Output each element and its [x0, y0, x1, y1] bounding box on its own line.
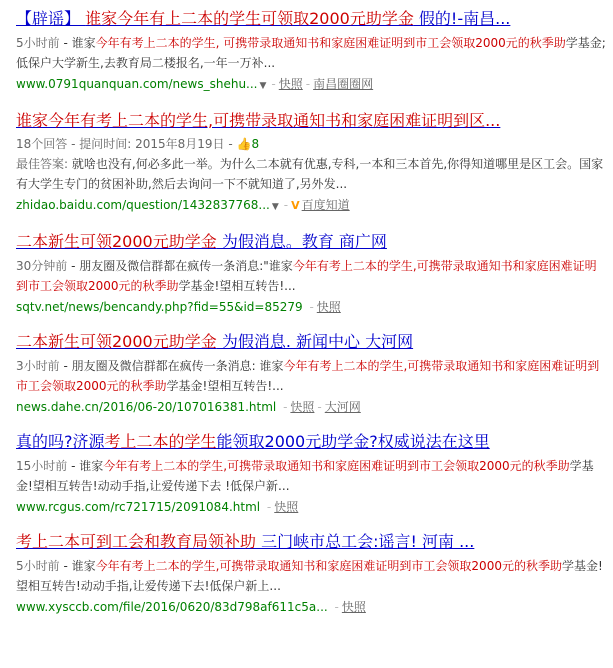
search-result	[16, 331, 606, 416]
result-meta	[16, 298, 606, 316]
result-time: 15小时前	[16, 459, 68, 473]
result-url: www.xysccb.com/file/2016/0620/83d798af611c5a...	[16, 600, 328, 614]
answer-count: 18个回答	[16, 137, 68, 151]
result-url: news.dahe.cn/2016/06-20/107016381.html	[16, 400, 277, 414]
best-answer-text: 就啥也没有,何必多此一举。为什么二本就有优惠,专科,一本和三本首先,你得知道哪里是区工会。国家有大学生专门的贫困补助,然后去询问一下不就知道了,另外发...	[16, 157, 604, 191]
best-answer-label: 最佳答案:	[16, 157, 69, 171]
abstract-highlight: 今年有考上二本的学生,可携带录取通知书和家庭困难证明到市工会领取2000元的秋季助	[16, 259, 597, 293]
result-abstract	[16, 33, 606, 73]
abstract-prefix: - 谁家	[59, 36, 96, 50]
dropdown-arrow-icon[interactable]: ▼	[259, 81, 267, 91]
title-highlight: 谁家今年有考上二本的学生,可携带录取通知书和家庭困难证明到区...	[16, 111, 501, 130]
abstract-highlight: 今年有考上二本的学生,可携带录取通知书和家庭困难证明到市工会领取2000元的秋季助	[103, 459, 570, 473]
separator: -	[317, 400, 322, 414]
result-meta	[16, 598, 606, 616]
separator: -	[279, 400, 288, 414]
result-title-link[interactable]	[16, 8, 606, 30]
result-time: 3小时前	[16, 359, 60, 373]
result-url: sqtv.net/news/bencandy.php?fid=55&id=85279	[16, 300, 303, 314]
title-suffix: 为假消息。教育 商广网	[216, 232, 387, 251]
cache-link[interactable]: 快照	[316, 300, 341, 314]
abstract-prefix: - 朋友圈及微信群都在疯传一条消息: 谁家	[59, 359, 284, 373]
dropdown-arrow-icon[interactable]: ▼	[271, 202, 279, 212]
result-title-link[interactable]	[16, 331, 606, 353]
title-highlight: 考上二本的学生	[104, 432, 217, 451]
baidu-verified-icon: V	[291, 199, 300, 212]
search-result	[16, 110, 606, 216]
abstract-suffix: 学基金!望相互转告!动动手指,让爱传递下去!低保户新上...	[16, 559, 603, 593]
result-abstract	[16, 356, 606, 396]
title-suffix: 假的!-南昌...	[413, 9, 511, 28]
search-result	[16, 431, 606, 516]
cache-link[interactable]: 快照	[341, 600, 366, 614]
separator: -	[263, 500, 272, 514]
abstract-suffix: 学基金;低保户大学新生,去教育局二楼报名,一年一万补...	[16, 36, 606, 70]
source-link[interactable]: 大河网	[324, 400, 361, 414]
abstract-prefix: - 谁家	[59, 559, 96, 573]
title-prefix: 【辟谣】	[16, 9, 86, 28]
abstract-prefix: - 朋友圈及微信群都在疯传一条消息:"谁家	[67, 259, 293, 273]
result-abstract	[16, 456, 606, 496]
cache-link[interactable]: 快照	[290, 400, 315, 414]
cache-link[interactable]: 快照	[278, 77, 303, 91]
result-time: 5小时前	[16, 559, 60, 573]
title-suffix: 能领取2000元助学金?权威说法在这里	[216, 432, 490, 451]
title-highlight: 二本新生可领2000元助学金	[16, 332, 217, 351]
best-answer	[16, 154, 606, 194]
abstract-highlight: 今年有考上二本的学生,可携带录取通知书和家庭困难证明到市工会领取2000元的秋季助	[95, 559, 562, 573]
result-title-link[interactable]	[16, 431, 606, 453]
result-url: www.rcgus.com/rc721715/2091084.html	[16, 500, 261, 514]
abstract-prefix: - 谁家	[67, 459, 104, 473]
search-result	[16, 8, 606, 95]
abstract-suffix: 学基金!望相互转告!动动手指,让爱传递下去 !低保户新...	[16, 459, 594, 493]
separator: -	[283, 198, 289, 212]
title-prefix: 真的吗?济源	[16, 432, 105, 451]
ask-time: 提问时间: 2015年8月19日	[79, 137, 225, 151]
result-meta	[16, 75, 606, 95]
separator: -	[330, 600, 339, 614]
abstract-highlight: 今年有考上二本的学生, 可携带录取通知书和家庭困难证明到市工会领取2000元的秋季助	[95, 36, 566, 50]
separator: -	[305, 300, 314, 314]
separator: -	[271, 77, 276, 91]
abstract-suffix: 学基金!望相互转告!...	[178, 279, 296, 293]
result-meta	[16, 498, 606, 516]
like-count: 8	[251, 137, 260, 151]
result-time: 30分钟前	[16, 259, 68, 273]
title-highlight: 谁家今年有上二本的学生可领取2000元助学金	[85, 9, 414, 28]
abstract-suffix: 学基金!望相互转告!...	[166, 379, 284, 393]
search-result	[16, 231, 606, 316]
title-suffix: 为假消息. 新闻中心 大河网	[216, 332, 414, 351]
abstract-highlight: 今年有考上二本的学生,可携带录取通知书和家庭困难证明到市工会领取2000元的秋季助	[16, 359, 600, 393]
result-title-link[interactable]	[16, 531, 606, 553]
source-link[interactable]: 南昌圈圈网	[313, 77, 374, 91]
result-meta	[16, 196, 606, 216]
qa-info: 18个回答 - 提问时间: 2015年8月19日 - 👍8	[16, 137, 260, 151]
search-result	[16, 531, 606, 616]
separator: -	[305, 77, 311, 91]
result-time: 5小时前	[16, 36, 60, 50]
result-abstract	[16, 256, 606, 296]
title-suffix: 三门峡市总工会:谣言! 河南 ...	[256, 532, 475, 551]
result-url: www.0791quanquan.com/news_shehu...	[16, 77, 258, 91]
title-highlight: 二本新生可领2000元助学金	[16, 232, 217, 251]
result-url: zhidao.baidu.com/question/1432837768...	[16, 198, 270, 212]
result-title-link[interactable]	[16, 231, 606, 253]
thumbs-up-icon: 👍	[236, 137, 252, 151]
source-link[interactable]: 百度知道	[301, 198, 350, 212]
title-highlight: 考上二本可到工会和教育局领补助	[16, 532, 257, 551]
result-abstract	[16, 556, 606, 596]
cache-link[interactable]: 快照	[274, 500, 299, 514]
result-title-link[interactable]	[16, 110, 606, 132]
result-meta	[16, 398, 606, 416]
